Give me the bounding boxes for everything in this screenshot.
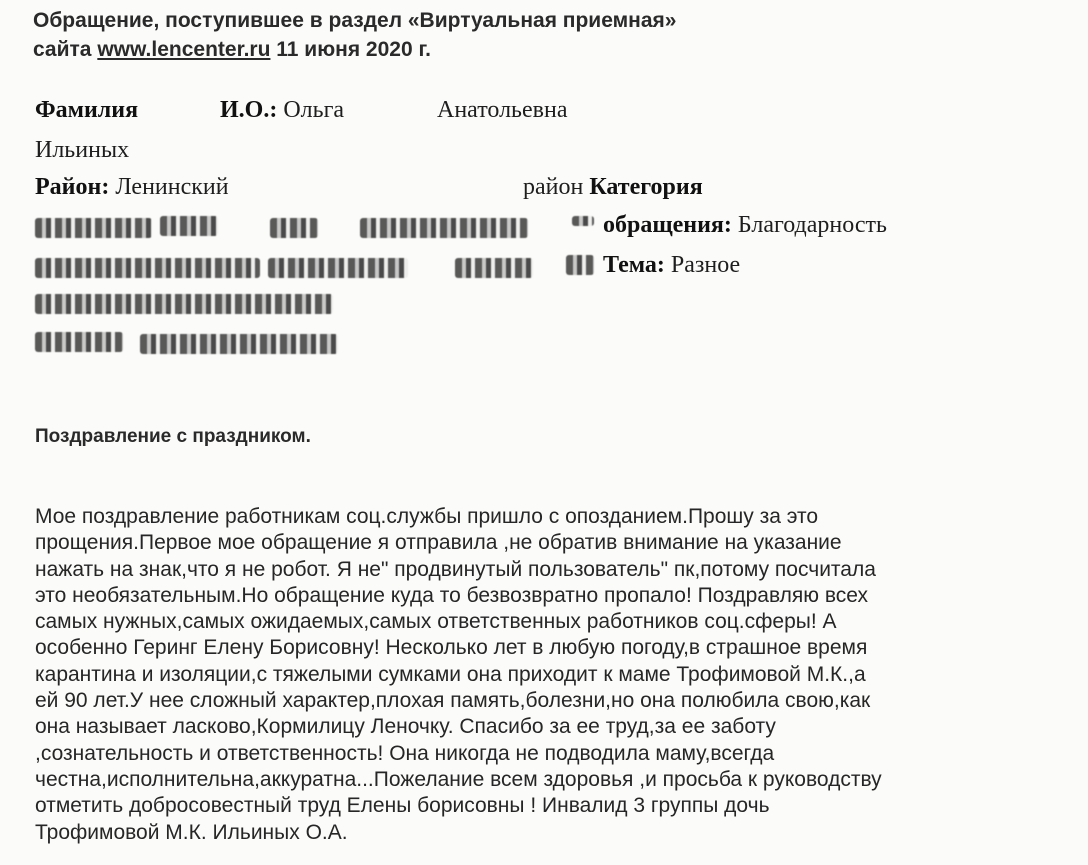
category-label-1: Категория	[589, 174, 703, 200]
body-line: Мое поздравление работникам соц.службы пришло с опозданием.Прошу за это	[35, 505, 819, 528]
initials-row	[220, 95, 344, 125]
body-line: ей 90 лет.У нее сложный характер,плохая память,болезни,но она полюбила свою,как	[35, 689, 871, 713]
first-name-value: Ольга	[283, 97, 345, 123]
redacted-block	[455, 258, 533, 278]
topic-label: Тема:	[603, 252, 665, 278]
body-line: честна,исполнительна,аккуратна...Пожелание всем здоровья ,и просьба к руководству	[35, 767, 882, 791]
body-line: самых нужных,самых ожидаемых,самых ответственных работников соц.сферы! А	[35, 610, 837, 634]
redacted-block	[360, 218, 528, 238]
initials-label: И.О.:	[220, 97, 278, 123]
district-row	[35, 172, 229, 202]
redacted-block	[160, 216, 218, 236]
body-line: особенно Геринг Елену Борисовну! Несколько лет в любую погоду,в страшное время	[35, 636, 868, 660]
body-line: отметить добросовестный труд Елены борисовны ! Инвалид 3 группы дочь	[35, 794, 770, 818]
redacted-block	[572, 216, 594, 226]
surname-row	[35, 135, 129, 165]
document-header	[33, 6, 676, 64]
category-value: Благодарность	[737, 212, 887, 238]
district-word-row	[523, 172, 703, 202]
redacted-block	[566, 255, 594, 275]
redacted-block	[35, 218, 152, 238]
message-body	[35, 504, 1045, 846]
category-row	[603, 210, 887, 240]
patronymic-value: Анатольевна	[437, 97, 568, 123]
header-line-2-prefix: сайта	[33, 38, 98, 61]
redacted-block	[35, 294, 333, 314]
body-line: Трофимовой М.К. Ильиных О.А.	[35, 820, 348, 844]
topic-value: Разное	[670, 252, 741, 278]
body-line: карантина и изоляции,с тяжелыми сумками она приходит к маме Трофимовой М.К.,а	[35, 662, 866, 686]
surname-label: Фамилия	[35, 97, 139, 123]
redacted-block	[35, 258, 260, 278]
surname-value: Ильиных	[35, 137, 130, 163]
redacted-block	[268, 258, 408, 278]
site-link[interactable]: www.lencenter.ru	[97, 38, 271, 61]
body-line: ,сознательность и ответственность! Она никогда не подводила маму,всегда	[35, 741, 775, 765]
redacted-block	[140, 334, 338, 354]
district-label: Район:	[35, 174, 110, 200]
body-line: это необязательным.Но обращение куда то безвозвратно пропало! Поздравляю всех	[35, 583, 868, 607]
message-subject: Поздравление с праздником.	[35, 426, 311, 447]
body-line: она называет ласково,Кормилицу Леночку. Спасибо за ее труд,за ее заботу	[35, 715, 776, 739]
category-label-2: обращения:	[603, 212, 732, 238]
district-word: район	[523, 174, 584, 200]
redacted-block	[270, 218, 318, 238]
redacted-block	[35, 332, 123, 352]
header-line-2	[33, 35, 676, 64]
body-line: нажать на знак,что я не робот. Я не" продвинутый пользователь" пк,потому посчитала	[35, 557, 876, 581]
topic-row	[603, 250, 740, 280]
patronymic-row	[437, 95, 567, 125]
header-line-1: Обращение, поступившее в раздел «Виртуальная приемная»	[33, 9, 677, 32]
district-value: Ленинский	[115, 174, 229, 200]
header-date: 11 июня 2020 г.	[270, 38, 431, 61]
body-line: прощения.Первое мое обращение я отправила ,не обратив внимание на указание	[35, 531, 842, 555]
name-row	[35, 95, 138, 125]
